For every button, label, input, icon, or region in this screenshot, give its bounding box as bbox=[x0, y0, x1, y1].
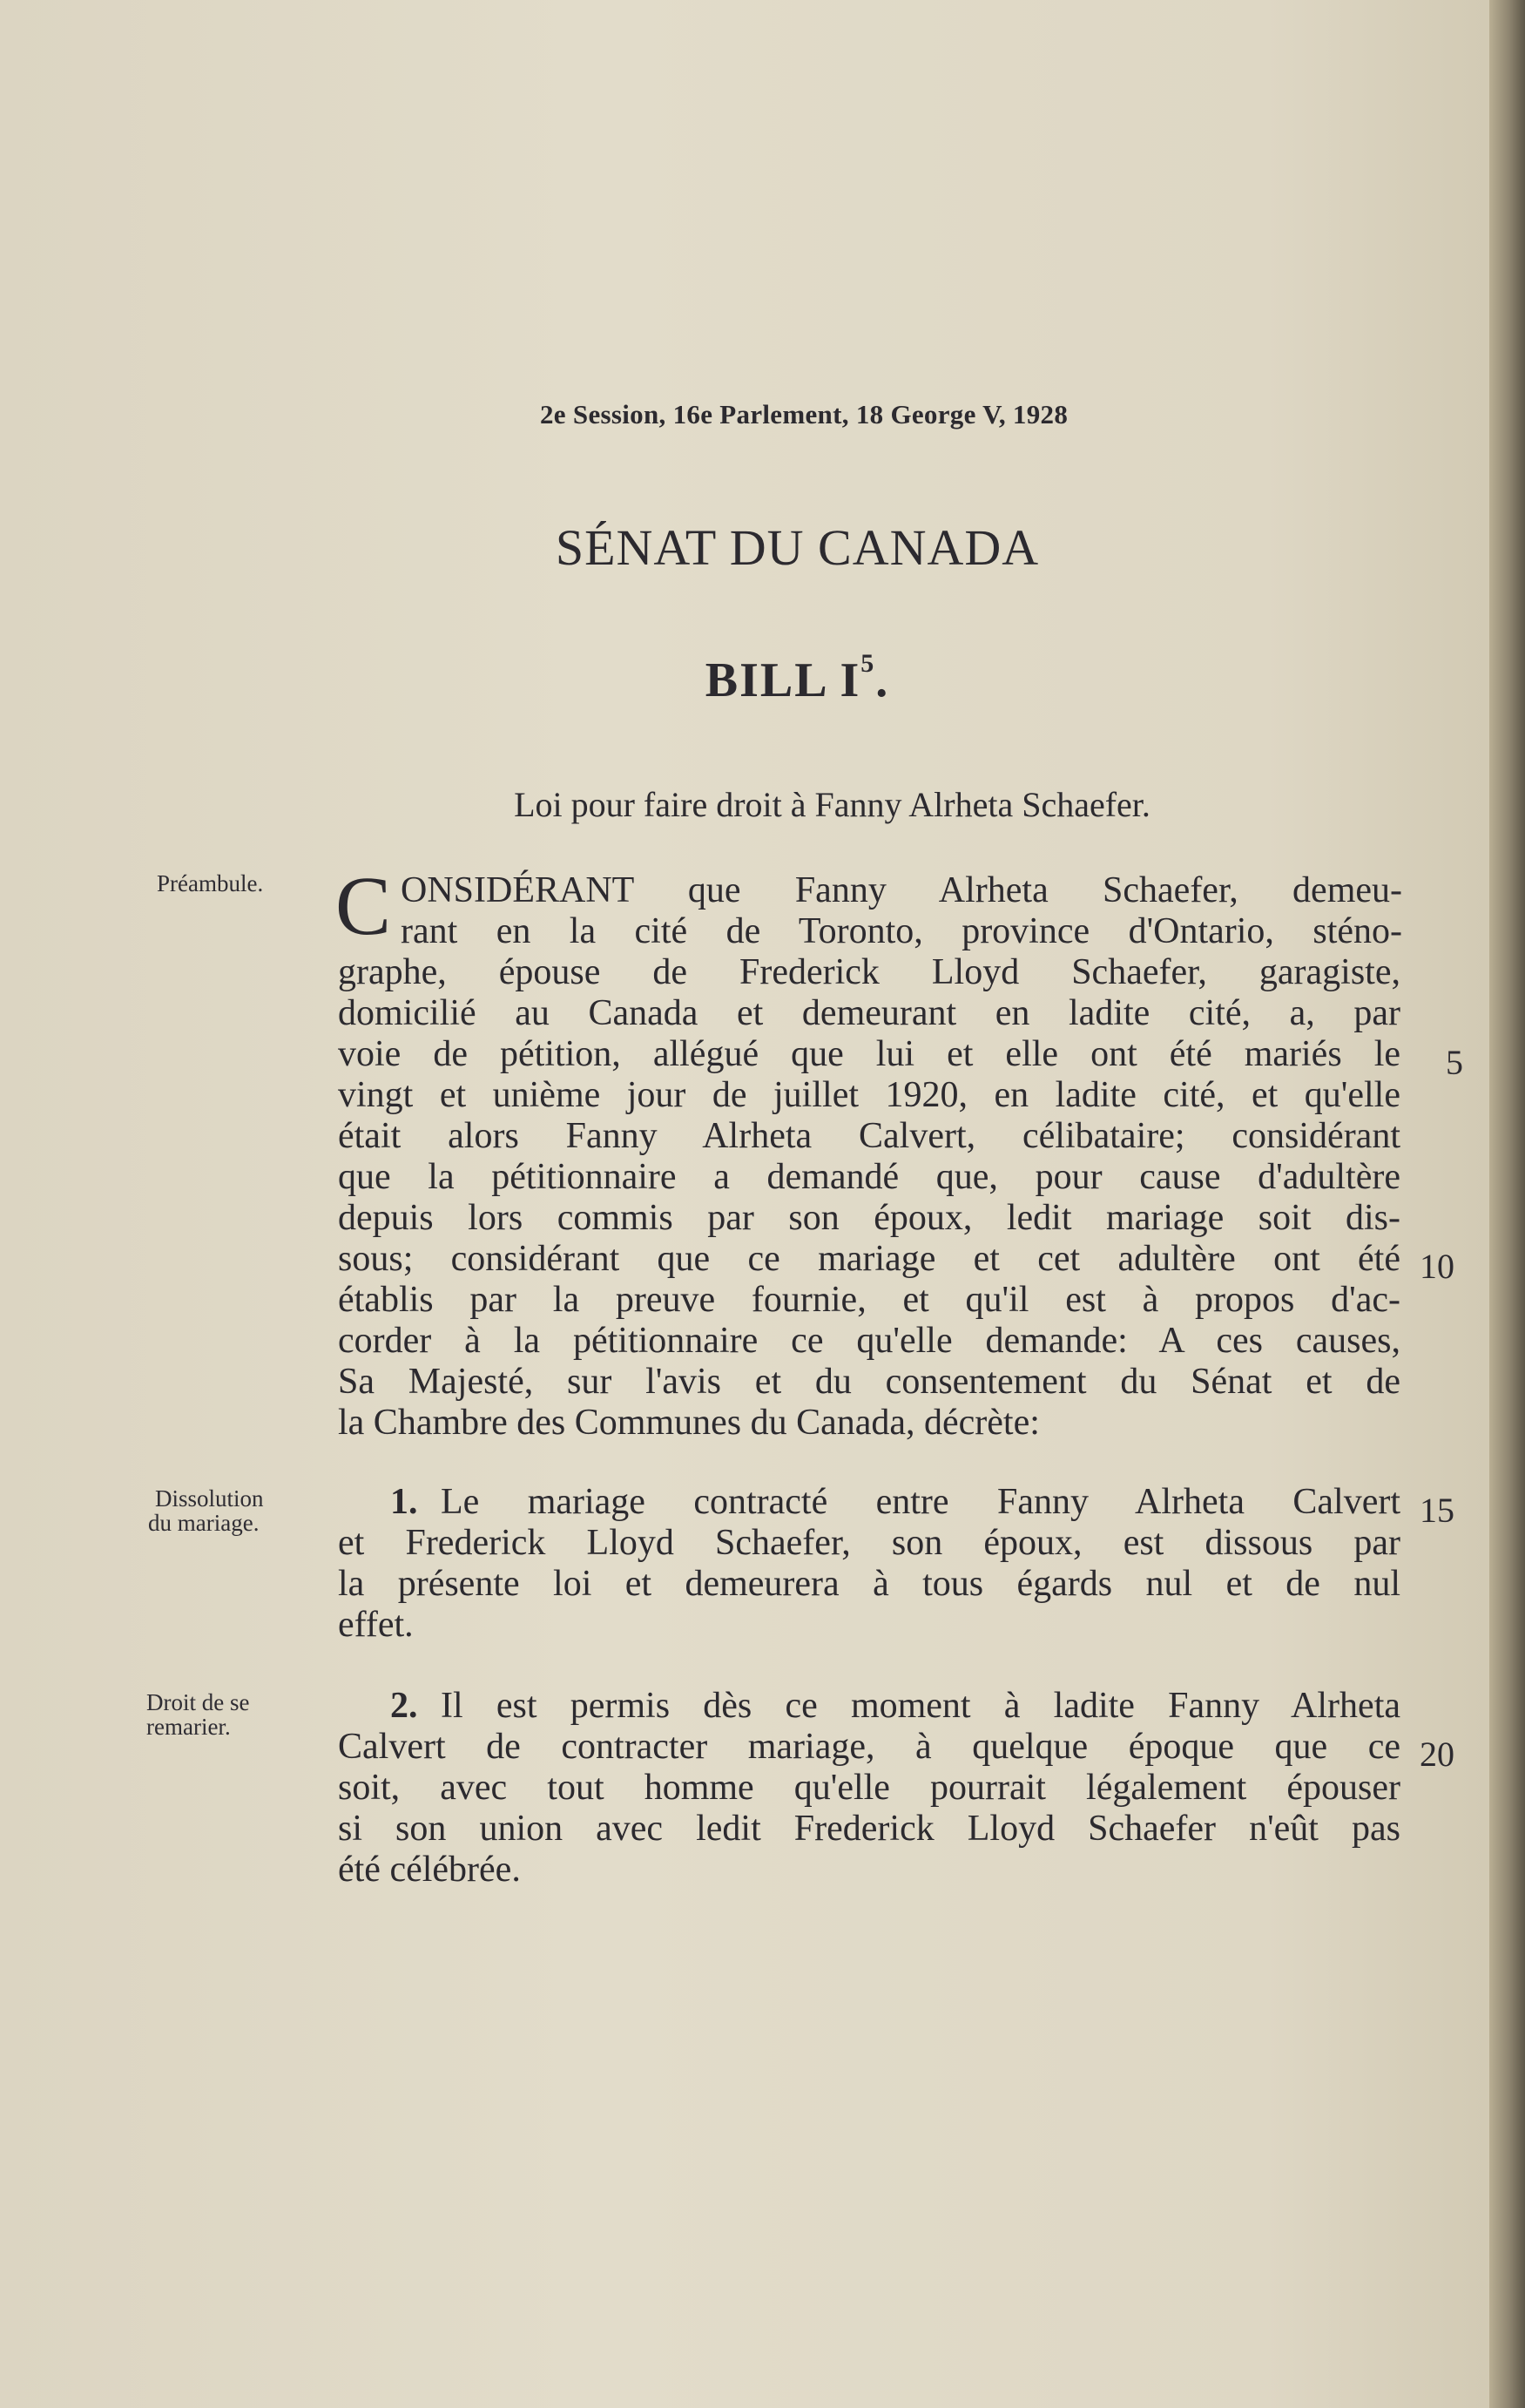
line-number-20: 20 bbox=[1420, 1735, 1454, 1774]
line-number-15: 15 bbox=[1420, 1491, 1454, 1530]
sidenote-remarriage-line1: Droit de se bbox=[146, 1689, 250, 1715]
preamble-line: rant en la cité de Toronto, province d'Ontario, sténo- bbox=[401, 911, 1402, 951]
preamble-line: corder à la pétitionnaire ce qu'elle demande: A ces causes, bbox=[338, 1321, 1400, 1361]
preamble-line: Sa Majesté, sur l'avis et du consentement du Sénat et de bbox=[338, 1362, 1400, 1402]
book-spine-edge bbox=[1489, 0, 1525, 2408]
preamble-line: ONSIDÉRANT que Fanny Alrheta Schaefer, demeu- bbox=[401, 870, 1402, 910]
section-2-number bbox=[390, 1685, 439, 1725]
preamble-line: était alors Fanny Alrheta Calvert, célibataire; considérant bbox=[338, 1116, 1400, 1156]
section-2-line: été célébrée. bbox=[338, 1850, 521, 1890]
section-2-line: soit, avec tout homme qu'elle pourrait légalement épouser bbox=[338, 1768, 1400, 1808]
preamble-line: domicilié au Canada et demeurant en ladite cité, a, par bbox=[338, 993, 1400, 1033]
session-header: 2e Session, 16e Parlement, 18 George V, 1928 bbox=[540, 399, 1069, 430]
line-number-10: 10 bbox=[1420, 1247, 1454, 1286]
preamble-line: sous; considérant que ce mariage et cet adultère ont été bbox=[338, 1239, 1400, 1279]
section-number-2: 2. bbox=[390, 1686, 418, 1726]
section-1-line: effet. bbox=[338, 1605, 414, 1645]
section-1-line: et Frederick Lloyd Schaefer, son époux, est dissous par bbox=[338, 1523, 1400, 1563]
bill-suffix: . bbox=[875, 653, 890, 707]
bill-number bbox=[0, 649, 1525, 708]
section-2-line: Calvert de contracter mariage, à quelque époque que ce bbox=[338, 1727, 1400, 1767]
section-number-1: 1. bbox=[390, 1482, 418, 1522]
sidenote-remarriage-line2: remarier. bbox=[146, 1714, 231, 1740]
sidenote-dissolution-line1: Dissolution bbox=[155, 1485, 264, 1512]
sidenote-preamble: Préambule. bbox=[157, 870, 264, 896]
preamble-line: que la pétitionnaire a demandé que, pour cause d'adultère bbox=[338, 1157, 1400, 1197]
preamble-line: établis par la preuve fournie, et qu'il est à propos d'ac- bbox=[338, 1280, 1400, 1320]
section-1-line: la présente loi et demeurera à tous égards nul et de nul bbox=[338, 1564, 1400, 1604]
drop-cap: C bbox=[335, 859, 392, 952]
line-number-5: 5 bbox=[1446, 1043, 1463, 1082]
sidenote-dissolution-line2: du mariage. bbox=[148, 1510, 260, 1536]
preamble-line: depuis lors commis par son époux, ledit mariage soit dis- bbox=[338, 1198, 1400, 1238]
preamble-line: voie de pétition, allégué que lui et elle ont été mariés le bbox=[338, 1034, 1400, 1074]
section-2-line: Il est permis dès ce moment à ladite Fanny Alrheta bbox=[441, 1686, 1400, 1726]
preamble-line: vingt et unième jour de juillet 1920, en ladite cité, et qu'elle bbox=[338, 1075, 1400, 1115]
section-1-number bbox=[390, 1481, 439, 1521]
preamble-line: graphe, épouse de Frederick Lloyd Schaefer, garagiste, bbox=[338, 952, 1400, 992]
bill-label: BILL I bbox=[705, 653, 861, 707]
page-title: SÉNAT DU CANADA bbox=[555, 519, 1040, 576]
preamble-line: la Chambre des Communes du Canada, décrète: bbox=[338, 1403, 1040, 1443]
bill-superscript: 5 bbox=[860, 649, 876, 678]
section-1-line: Le mariage contracté entre Fanny Alrheta Calvert bbox=[441, 1482, 1400, 1522]
bill-subtitle: Loi pour faire droit à Fanny Alrheta Schaefer. bbox=[514, 785, 1150, 824]
section-2-line: si son union avec ledit Frederick Lloyd Schaefer n'eût pas bbox=[338, 1809, 1400, 1849]
